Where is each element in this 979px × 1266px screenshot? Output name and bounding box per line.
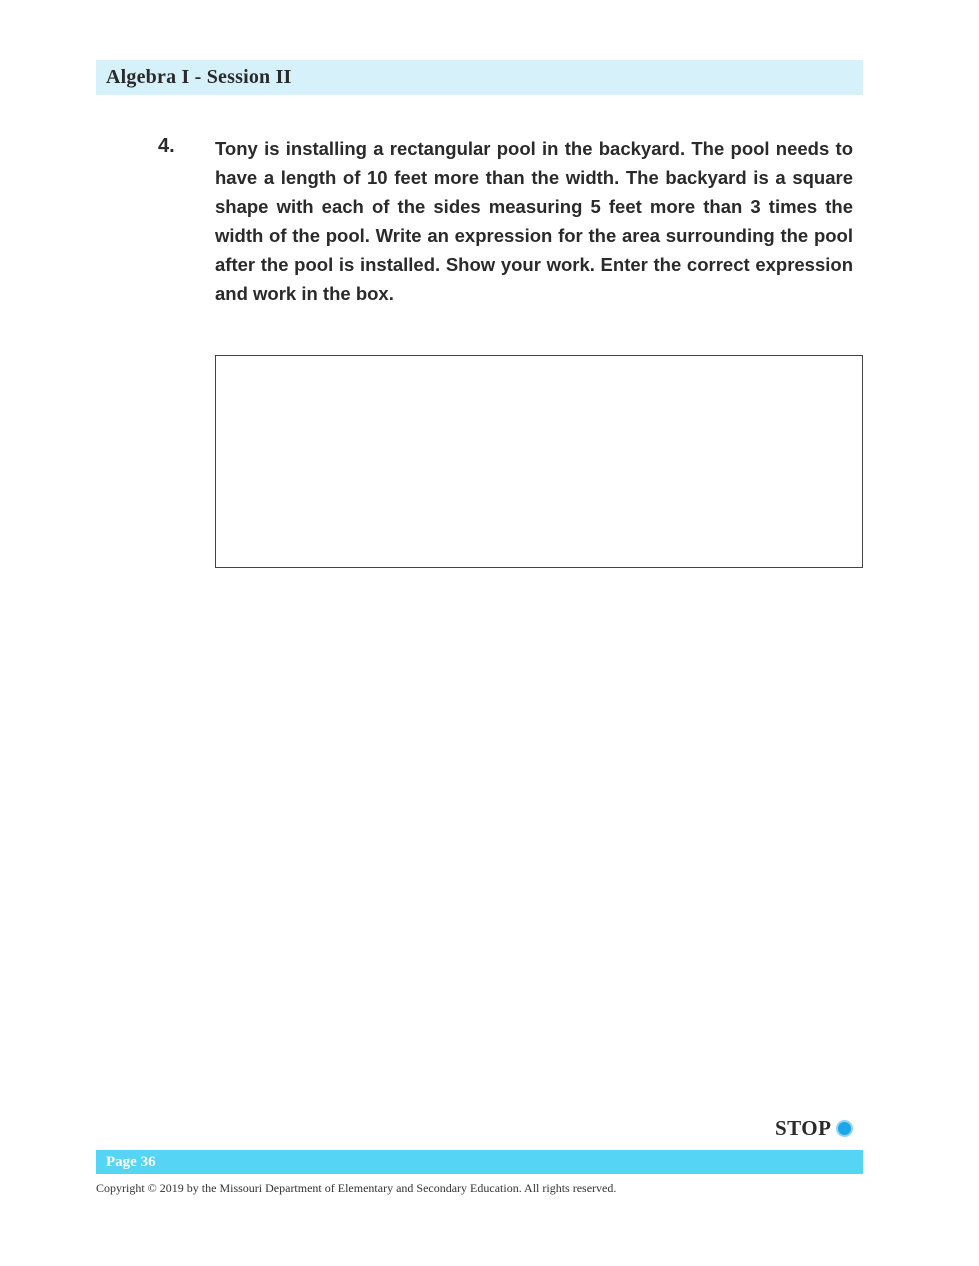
page-footer-bar (96, 1150, 863, 1174)
question-number: 4. (158, 135, 175, 157)
session-header (96, 60, 863, 95)
page-number: Page 36 (106, 1153, 156, 1170)
stop-label: STOP (775, 1116, 832, 1140)
stop-circle-icon (836, 1120, 853, 1137)
question-text: Tony is installing a rectangular pool in the backyard. The pool needs to have a length of 10 feet more than the width. The backyard is a square shape with each of the sides measuring 5 feet more than 3 times the width of the pool. Write an expression for the area surrounding the pool after the pool is installed. Show your work. Enter the correct expression and work in the box. (215, 138, 853, 304)
answer-box[interactable] (215, 355, 863, 568)
session-title: Algebra I - Session II (106, 66, 292, 88)
stop-marker (775, 1116, 853, 1141)
copyright-notice: Copyright © 2019 by the Missouri Department of Elementary and Secondary Education. All rights reserved. (96, 1181, 617, 1195)
